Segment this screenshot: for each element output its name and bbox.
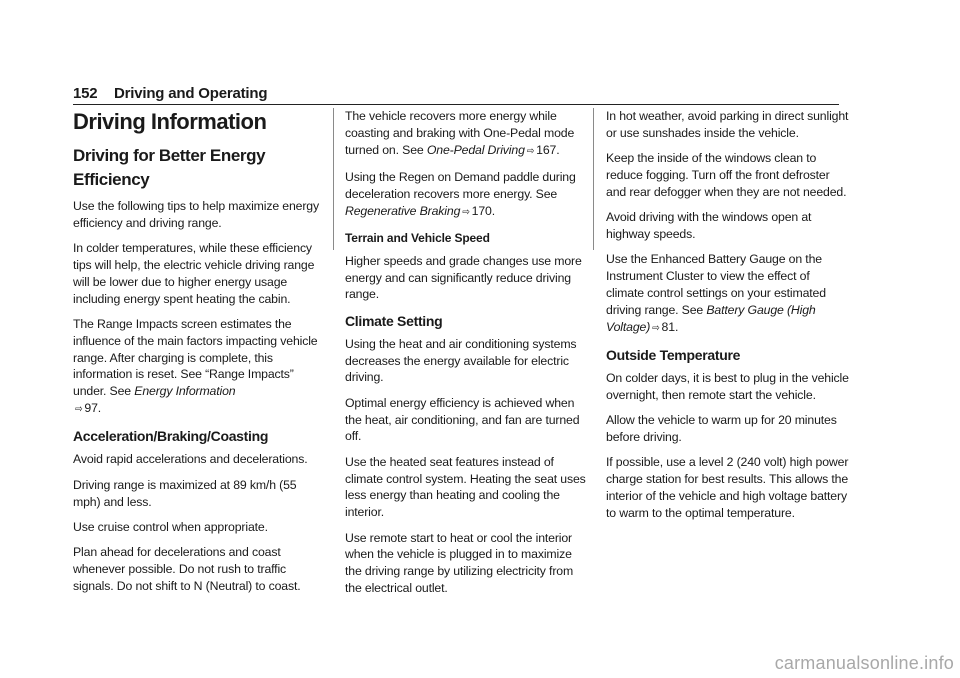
paragraph: Allow the vehicle to warm up for 20 minutes before driving. <box>606 413 837 444</box>
paragraph: Driving range is maximized at 89 km/h (55 mph) and less. <box>73 477 297 509</box>
watermark: carmanualsonline.info <box>774 653 954 673</box>
link-regenerative-braking[interactable]: Regenerative Braking <box>345 203 461 218</box>
paragraph: Keep the inside of the windows clean to reduce fogging. Turn off the front defroster and rear defogger when they are not needed. <box>606 151 847 199</box>
paragraph: On colder days, it is best to plug in the vehicle overnight, then remote start the vehicle. <box>606 370 849 402</box>
column-divider-2 <box>593 108 594 250</box>
subheading-acceleration: Acceleration/Braking/Coasting <box>73 428 269 445</box>
paragraph: In colder temperatures, while these efficiency tips will help, the electric vehicle driving range will be lower due to higher energy usage including energy spent heating the cabin. <box>73 241 315 306</box>
subheading-terrain: Terrain and Vehicle Speed <box>345 230 490 245</box>
link-battery-gauge[interactable]: Battery Gauge (High Voltage) <box>606 302 816 334</box>
paragraph: Avoid driving with the windows open at highway speeds. <box>606 210 812 241</box>
paragraph: Plan ahead for decelerations and coast whenever possible. Do not rush to traffic signals. Do not shift to N (Neutral) to coast. <box>73 545 301 593</box>
link-energy-information[interactable]: Energy Information <box>134 384 236 399</box>
paragraph: Use the heated seat features instead of climate control system. Heating the seat uses less energy than heating and cooling the interior. <box>345 454 586 520</box>
paragraph: If possible, use a level 2 (240 volt) high power charge station for best results. This allows the interior of the vehicle and high voltage battery to warm to the optimal temperature. <box>606 455 849 520</box>
paragraph: Use cruise control when appropriate. <box>73 519 268 534</box>
section-heading-energy: Driving for Better Energy Efficiency <box>73 146 266 189</box>
paragraph-regen: Using the Regen on Demand paddle during deceleration recovers more energy. See Regenerative Braking ⇨ 170. <box>345 169 576 218</box>
subheading-outside-temp: Outside Temperature <box>606 346 741 363</box>
column-1 <box>73 108 323 603</box>
page-ref[interactable]: 170 <box>471 203 492 218</box>
page-ref-arrow-icon: ⇨ <box>652 322 660 334</box>
paragraph: Use remote start to heat or cool the interior when the vehicle is plugged in to maximize the driving range by utilizing electricity from the electrical outlet. <box>345 530 574 595</box>
paragraph: Use the following tips to help maximize energy efficiency and driving range. <box>73 199 319 230</box>
page-ref-arrow-icon: ⇨ <box>526 145 535 157</box>
page-header <box>73 84 839 105</box>
paragraph: Using the heat and air conditioning systems decreases the energy available for electric driving. <box>345 336 577 385</box>
page-ref[interactable]: 97 <box>84 400 98 415</box>
paragraph: Optimal energy efficiency is achieved when the heat, air conditioning, and fan are turned off. <box>345 395 580 444</box>
chapter-heading: Driving Information <box>73 109 267 134</box>
page-ref[interactable]: 81 <box>661 319 675 334</box>
subheading-climate: Climate Setting <box>345 312 443 329</box>
paragraph-one-pedal: The vehicle recovers more energy while coasting and braking with One-Pedal mode turned on. See One-Pedal Driving ⇨ 167. <box>345 109 575 157</box>
page-ref[interactable]: 167 <box>536 142 557 157</box>
paragraph: Higher speeds and grade changes use more energy and can significantly reduce driving range. <box>345 253 582 302</box>
paragraph-range-impacts: The Range Impacts screen estimates the influence of the main factors impacting vehicle range. After charging is complete, this information is reset. See “Range Impacts” under. See Energy Information ⇨ 97. <box>73 316 318 415</box>
paragraph-battery-gauge: Use the Enhanced Battery Gauge on the Instrument Cluster to view the effect of climate control settings on your estimated driving range. See Battery Gauge (High Voltage) ⇨ 81. <box>606 252 826 334</box>
paragraph: In hot weather, avoid parking in direct sunlight or use sunshades inside the vehicle. <box>606 109 849 140</box>
page-ref-arrow-icon: ⇨ <box>462 206 470 218</box>
page-ref-arrow-icon: ⇨ <box>75 403 83 415</box>
link-one-pedal-driving[interactable]: One-Pedal Driving <box>426 142 525 157</box>
column-2 <box>345 108 589 605</box>
page-number: 152 <box>73 85 98 102</box>
column-divider-1 <box>333 108 334 250</box>
paragraph: Avoid rapid accelerations and decelerations. <box>73 452 308 467</box>
column-3 <box>606 108 850 530</box>
section-title: Driving and Operating <box>114 85 268 102</box>
